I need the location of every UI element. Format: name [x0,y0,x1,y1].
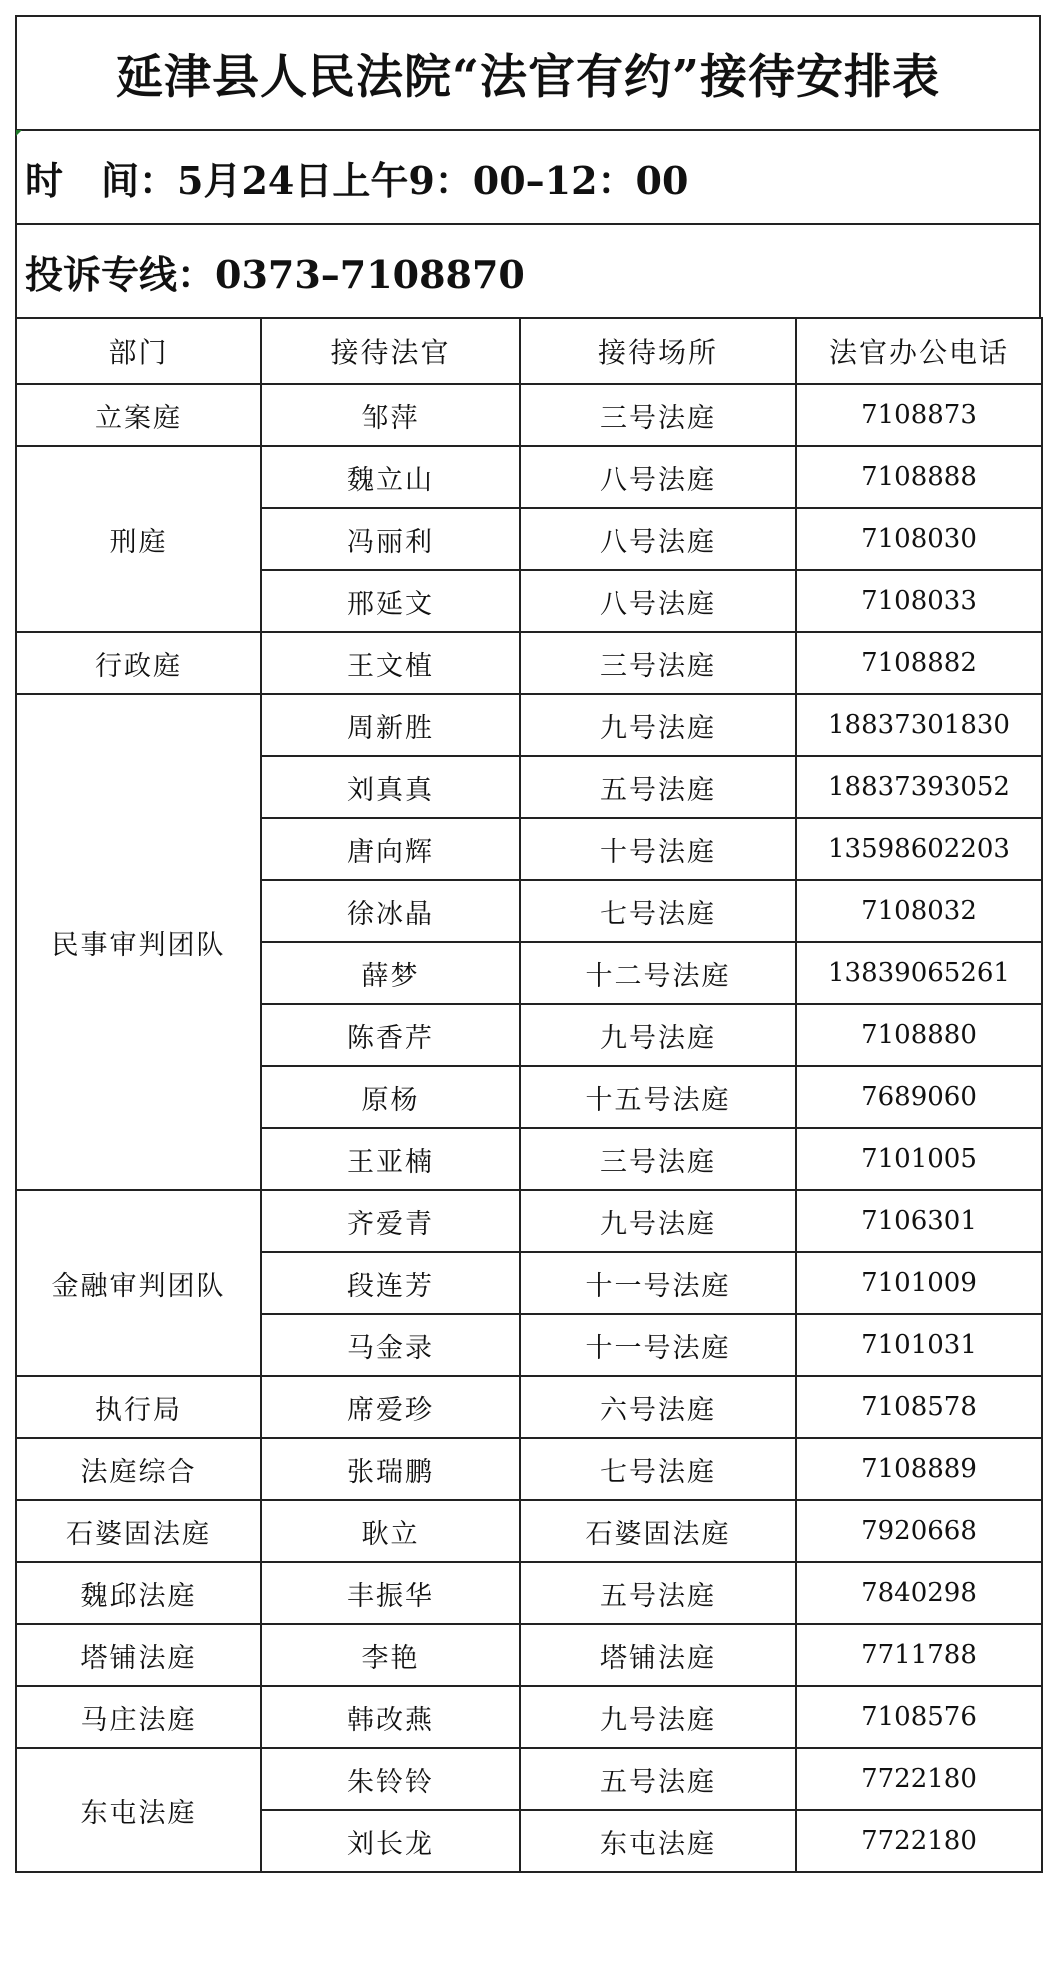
table-row [16,1748,1042,1810]
judge-cell: 段连芳 [261,1252,520,1314]
phone-cell: 7101009 [796,1252,1042,1314]
venue-cell: 七号法庭 [520,880,796,942]
judge-cell: 韩改燕 [261,1686,520,1748]
venue-cell: 六号法庭 [520,1376,796,1438]
column-header-venue: 接待场所 [520,318,796,384]
column-header-judge: 接待法官 [261,318,520,384]
dept-cell: 立案庭 [16,384,261,446]
table-row [16,1190,1042,1252]
venue-cell: 十五号法庭 [520,1066,796,1128]
phone-cell: 7722180 [796,1748,1042,1810]
phone-cell: 7108888 [796,446,1042,508]
header-block [15,15,1041,317]
time-text: 时 间：5月24日上午9：00–12：00 [25,157,689,203]
judge-cell: 冯丽利 [261,508,520,570]
dept-cell: 执行局 [16,1376,261,1438]
venue-cell: 塔铺法庭 [520,1624,796,1686]
judge-cell: 齐爱青 [261,1190,520,1252]
table-row [16,1562,1042,1624]
phone-cell: 13839065261 [796,942,1042,1004]
judge-cell: 席爱珍 [261,1376,520,1438]
table-row [16,1624,1042,1686]
complaint-text: 投诉专线：0373–7108870 [25,251,525,297]
phone-cell: 7722180 [796,1810,1042,1872]
table-row [16,1376,1042,1438]
phone-cell: 7101005 [796,1128,1042,1190]
dept-cell: 石婆固法庭 [16,1500,261,1562]
venue-cell: 七号法庭 [520,1438,796,1500]
schedule-sheet [15,15,1041,1873]
complaint-line [17,223,1039,317]
phone-cell: 13598602203 [796,818,1042,880]
phone-cell: 7108873 [796,384,1042,446]
venue-cell: 九号法庭 [520,1004,796,1066]
table-header-row [16,318,1042,384]
judge-cell: 周新胜 [261,694,520,756]
venue-cell: 八号法庭 [520,570,796,632]
venue-cell: 十号法庭 [520,818,796,880]
venue-cell: 九号法庭 [520,1190,796,1252]
judge-cell: 陈香芹 [261,1004,520,1066]
judge-cell: 徐冰晶 [261,880,520,942]
reception-table [15,317,1043,1873]
venue-cell: 十一号法庭 [520,1314,796,1376]
dept-cell: 金融审判团队 [16,1190,261,1376]
corner-marker-icon [16,130,22,136]
phone-cell: 7108030 [796,508,1042,570]
phone-cell: 7108578 [796,1376,1042,1438]
dept-cell: 民事审判团队 [16,694,261,1190]
phone-cell: 7689060 [796,1066,1042,1128]
judge-cell: 刘长龙 [261,1810,520,1872]
phone-cell: 7920668 [796,1500,1042,1562]
judge-cell: 李艳 [261,1624,520,1686]
phone-cell: 7108033 [796,570,1042,632]
phone-cell: 7108889 [796,1438,1042,1500]
table-row [16,1438,1042,1500]
venue-cell: 三号法庭 [520,1128,796,1190]
judge-cell: 马金录 [261,1314,520,1376]
table-body [16,318,1042,1872]
phone-cell: 7108576 [796,1686,1042,1748]
phone-cell: 7108882 [796,632,1042,694]
dept-cell: 马庄法庭 [16,1686,261,1748]
dept-cell: 刑庭 [16,446,261,632]
judge-cell: 唐向辉 [261,818,520,880]
venue-cell: 石婆固法庭 [520,1500,796,1562]
dept-cell: 魏邱法庭 [16,1562,261,1624]
column-header-phone: 法官办公电话 [796,318,1042,384]
venue-cell: 九号法庭 [520,694,796,756]
table-row [16,632,1042,694]
venue-cell: 三号法庭 [520,384,796,446]
phone-cell: 7106301 [796,1190,1042,1252]
dept-cell: 塔铺法庭 [16,1624,261,1686]
page-title: 延津县人民法院“法官有约”接待安排表 [115,49,941,105]
venue-cell: 九号法庭 [520,1686,796,1748]
judge-cell: 张瑞鹏 [261,1438,520,1500]
table-row [16,446,1042,508]
phone-cell: 18837393052 [796,756,1042,818]
judge-cell: 邹萍 [261,384,520,446]
judge-cell: 原杨 [261,1066,520,1128]
phone-cell: 7101031 [796,1314,1042,1376]
dept-cell: 东屯法庭 [16,1748,261,1872]
venue-cell: 十一号法庭 [520,1252,796,1314]
phone-cell: 7840298 [796,1562,1042,1624]
judge-cell: 王亚楠 [261,1128,520,1190]
phone-cell: 7711788 [796,1624,1042,1686]
time-line [17,129,1039,223]
dept-cell: 法庭综合 [16,1438,261,1500]
phone-cell: 7108880 [796,1004,1042,1066]
table-row [16,1686,1042,1748]
phone-cell: 18837301830 [796,694,1042,756]
phone-cell: 7108032 [796,880,1042,942]
judge-cell: 邢延文 [261,570,520,632]
venue-cell: 五号法庭 [520,1748,796,1810]
table-row [16,384,1042,446]
venue-cell: 五号法庭 [520,1562,796,1624]
venue-cell: 八号法庭 [520,508,796,570]
judge-cell: 朱铃铃 [261,1748,520,1810]
judge-cell: 耿立 [261,1500,520,1562]
judge-cell: 薛梦 [261,942,520,1004]
judge-cell: 魏立山 [261,446,520,508]
table-row [16,1500,1042,1562]
venue-cell: 东屯法庭 [520,1810,796,1872]
dept-cell: 行政庭 [16,632,261,694]
judge-cell: 王文植 [261,632,520,694]
venue-cell: 八号法庭 [520,446,796,508]
venue-cell: 十二号法庭 [520,942,796,1004]
judge-cell: 刘真真 [261,756,520,818]
column-header-dept: 部门 [16,318,261,384]
venue-cell: 五号法庭 [520,756,796,818]
table-row [16,694,1042,756]
venue-cell: 三号法庭 [520,632,796,694]
judge-cell: 丰振华 [261,1562,520,1624]
